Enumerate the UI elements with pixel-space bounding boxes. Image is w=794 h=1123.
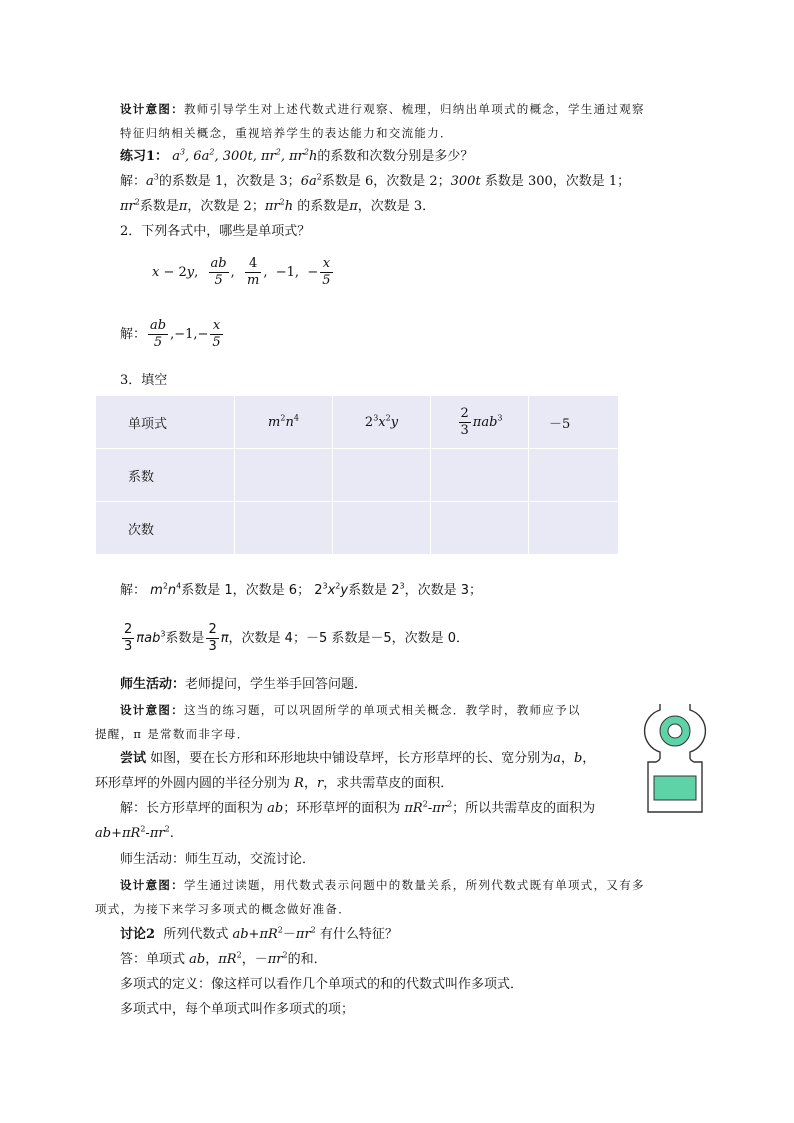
answer-text: 的和．	[287, 952, 327, 967]
answer-prefix: 解：	[120, 327, 147, 342]
answer-text: 系数是	[139, 199, 179, 214]
answer-text: 解：长方形草坪的面积为	[120, 801, 264, 816]
teacher-student-activity-1	[120, 676, 367, 694]
design-intent-1-line2: 特征归纳相关概念，重视培养学生的表达能力和交流能力．	[120, 126, 453, 140]
answer-text: 系数是 6，次数是 2；	[321, 174, 451, 189]
discussion-text: 有什么特征？	[319, 927, 398, 942]
try-text: ，求共需草皮的面积．	[323, 776, 454, 791]
table-row	[96, 502, 619, 555]
definition-text: 像这样可以看作几个单项式的和的代数式叫作多项式．	[211, 977, 524, 992]
design-intent-2-line2: 提醒，π 是常数而非字母．	[95, 727, 250, 741]
activity-text: 师生互动，交流讨论．	[185, 852, 316, 867]
try-problem-line2: 环形草坪的外圆内圆的半径分别为 R，r，求共需草皮的面积．	[95, 776, 454, 791]
try-problem-line1: 尝试 如图，要在长方形和环形地块中铺设草坪，长方形草坪的长、宽分别为a，b，	[120, 751, 596, 766]
answer-text: 系数是 1，次数是 6；	[181, 583, 311, 598]
exercise-2-answer: 解： $\frac{ab}{5}$ ,−1,− $\frac{x}{5}$	[120, 318, 221, 350]
try-text: 如图，要在长方形和环形地块中铺设草坪，长方形草坪的长、宽分别为	[150, 751, 554, 766]
ring-inner-circle	[668, 724, 682, 738]
answer-text: 系数是	[165, 631, 205, 646]
exercise-3-answer-line1: 解： $m^2n^4$系数是 1，次数是 6； $2^3x^2y$系数是 $2^3$，次数是 3；	[120, 581, 482, 598]
answer-text: ；所以共需草皮的面积为	[452, 801, 596, 816]
exercise-1-tail: 的系数和次数分别是多少？	[317, 149, 474, 164]
exercise-3-question: 3．填空	[120, 373, 168, 388]
polynomial-term-definition: 多项式中，每个单项式叫作多项式的项；	[120, 1002, 355, 1017]
exercise-2-question: 2．下列各式中，哪些是单项式？	[120, 224, 311, 239]
answer-text: 的系数是 1，次数是 3；	[158, 174, 301, 189]
design-intent-label: 设计意图：	[120, 703, 184, 717]
answer-prefix: 解：	[120, 174, 147, 189]
table-row-label: 单项式	[96, 396, 235, 449]
design-intent-3	[120, 876, 645, 894]
answer-text: 系数是 300，次数是 1；	[484, 174, 631, 189]
definition-label: 多项式的定义：	[120, 977, 212, 992]
table-cell[interactable]	[431, 502, 529, 555]
design-intent-text: 学生通过读题，用代数式表示问题中的数量关系，所列代数式既有单项式，又有多	[184, 878, 645, 892]
design-intent-1	[120, 100, 645, 118]
answer-text: ，次数是 4；－5 系数是－5，次数是 0．	[228, 631, 470, 646]
answer-text: 答：单项式	[120, 952, 186, 967]
fill-in-table	[95, 395, 619, 555]
try-answer: 解：长方形草坪的面积为 ab；环形草坪的面积为 $\pi R^2-\pi r^2$；所以共需草皮的面积为	[120, 799, 596, 816]
design-intent-text: 教师引导学生对上述代数式进行观察、梳理，归纳出单项式的概念，学生通过观察	[184, 102, 645, 116]
table-cell[interactable]	[529, 449, 619, 502]
table-header-cell: $2^3x^2y$	[333, 396, 431, 449]
table-cell[interactable]	[333, 449, 431, 502]
discussion-2: 讨论2 所列代数式 $ab+\pi R^2-\pi r^2$ 有什么特征？	[120, 925, 398, 942]
table-cell[interactable]	[333, 502, 431, 555]
answer-text: ，次数是 2；	[187, 199, 265, 214]
exercise-2-expressions: x − 2y, $\frac{ab}{5}$ , $\frac{4}{m}$ , −1, − $\frac{x}{5}$	[152, 256, 331, 288]
discussion-label: 讨论2	[120, 927, 156, 942]
table-row	[96, 396, 619, 449]
answer-text: ；环形草坪的面积为	[283, 801, 401, 816]
table-header-cell: $m^2n^4$	[235, 396, 333, 449]
table-row-label: 次数	[96, 502, 235, 555]
teacher-student-activity-2	[120, 851, 315, 869]
design-intent-text: 这当的练习题，可以巩固所学的单项式相关概念．教学时，教师应予以	[184, 703, 581, 717]
exercise-1-answer-line2: $\pi r^2$系数是π，次数是 2；$\pi r^2h$ 的系数是π，次数是 3．	[120, 197, 436, 214]
try-label: 尝试	[120, 751, 147, 766]
lawn-figure	[640, 700, 710, 820]
activity-label: 师生活动：	[120, 677, 186, 692]
answer-text: ，次数是 3；	[404, 583, 482, 598]
exercise-1-label: 练习1：	[120, 149, 169, 164]
discussion-text: 所列代数式	[163, 927, 229, 942]
try-text: 环形草坪的外圆内圆的半径分别为	[95, 776, 291, 791]
table-row	[96, 449, 619, 502]
exercise-1-expressions: $a^3$, $6a^2$, 300t, $\pi r^2$, $\pi r^2h$	[172, 147, 318, 164]
design-intent-label: 设计意图：	[120, 102, 184, 116]
try-answer-line2: $ab+\pi R^2-\pi r^2$.	[95, 824, 174, 841]
table-cell[interactable]	[431, 449, 529, 502]
exercise-3-answer-line2: $\frac{2}{3}$ πab$^3$系数是 $\frac{2}{3}$ π，次数是 4；－5 系数是－5，次数是 0．	[124, 622, 470, 654]
activity-label: 师生活动：	[120, 852, 186, 867]
exercise-1-answer-line1: 解：$a^3$的系数是 1，次数是 3；$6a^2$系数是 6，次数是 2；300t 系数是 300，次数是 1；	[120, 172, 631, 189]
discussion-answer: 答：单项式 ab，$\pi R^2$，$-\pi r^2$的和．	[120, 950, 327, 967]
activity-text: 老师提问，学生举手回答问题．	[185, 677, 368, 692]
table-cell[interactable]	[235, 502, 333, 555]
table-header-cell: －5	[529, 396, 619, 449]
design-intent-label: 设计意图：	[120, 878, 184, 892]
design-intent-3-line2: 项式，为接下来学习多项式的概念做好准备．	[95, 902, 351, 916]
exercise-1-question	[120, 148, 473, 166]
polynomial-definition	[120, 976, 523, 994]
table-cell[interactable]	[529, 502, 619, 555]
answer-text: 系数是	[348, 583, 388, 598]
answer-prefix: 解：	[120, 583, 147, 598]
rectangle-lawn	[654, 776, 696, 800]
design-intent-2	[120, 701, 581, 719]
table-row-label: 系数	[96, 449, 235, 502]
table-cell[interactable]	[235, 449, 333, 502]
table-header-cell: $\frac{2}{3}$ πab$^3$	[431, 396, 529, 449]
answer-text: ，次数是 3．	[357, 199, 436, 214]
answer-text: 的系数是	[297, 199, 350, 214]
